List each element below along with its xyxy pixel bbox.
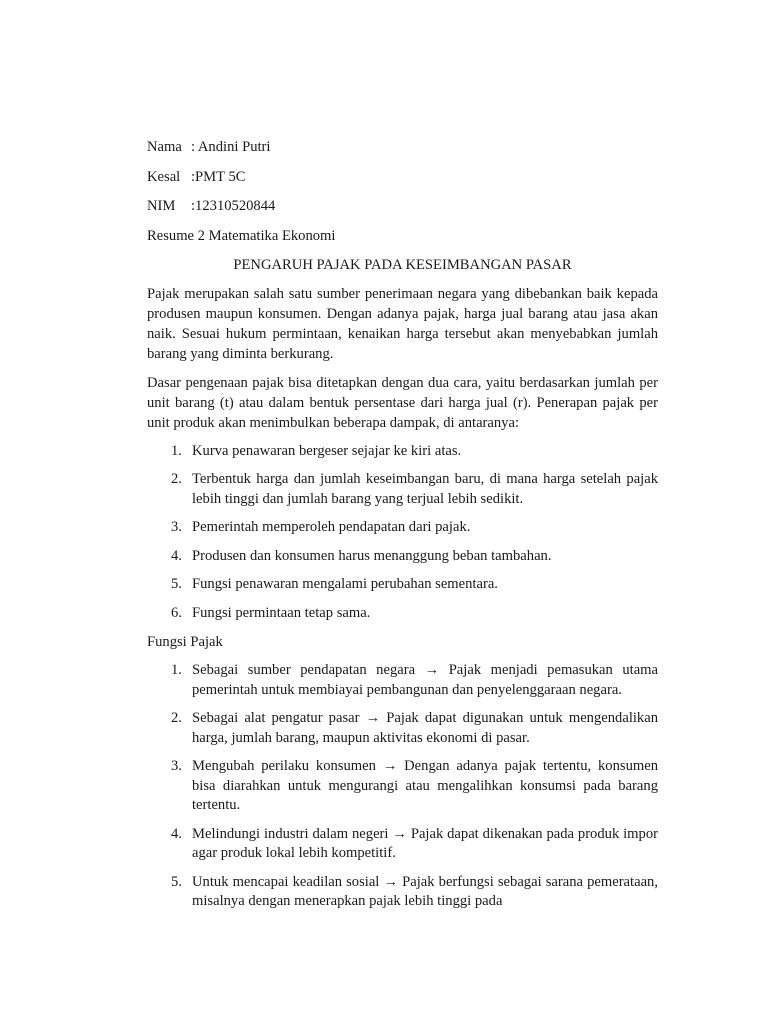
list-number: 5. xyxy=(171,576,182,592)
kesal-label: Kesal xyxy=(147,168,181,185)
nama-label: Nama xyxy=(147,139,182,155)
fungsi-pajak-heading: Fungsi Pajak xyxy=(147,634,223,650)
nim-row xyxy=(147,196,658,216)
list-item xyxy=(147,825,658,864)
list-item xyxy=(147,873,658,912)
nama-row xyxy=(147,137,658,157)
list-item xyxy=(147,575,658,595)
list-text: Sebagai alat pengatur pasar → Pajak dapat digunakan untuk mengendalikan harga, jumlah barang, maupun aktivitas ekonomi di pasar. xyxy=(192,710,658,746)
list-item xyxy=(147,661,658,700)
list-text: Kurva penawaran bergeser sejajar ke kiri atas. xyxy=(192,442,462,459)
document-subtitle: Resume 2 Matematika Ekonomi xyxy=(147,227,336,244)
list-text: Untuk mencapai keadilan sosial → Pajak berfungsi sebagai sarana pemerataan, misalnya dengan menerapkan pajak lebih tinggi pada xyxy=(192,873,658,909)
paragraph-dasar-pengenaan: Dasar pengenaan pajak bisa ditetapkan dengan dua cara, yaitu berdasarkan jumlah per unit barang (t) atau dalam bentuk persentase dari harga jual (r). Penerapan pajak per unit produk akan menimbulkan beberapa dampak, di antaranya: xyxy=(147,374,658,431)
dampak-list xyxy=(147,442,658,624)
list-text: Mengubah perilaku konsumen → Dengan adanya pajak tertentu, konsumen bisa diarahkan untuk mengurangi atau mengalihkan konsumsi pada barang tertentu. xyxy=(192,758,658,813)
list-text: Melindungi industri dalam negeri → Pajak dapat dikenakan pada produk impor agar produk lokal lebih kompetitif. xyxy=(192,825,658,861)
list-number: 1. xyxy=(171,662,182,678)
list-text: Fungsi permintaan tetap sama. xyxy=(192,604,371,621)
list-number: 5. xyxy=(171,873,182,890)
list-item xyxy=(147,442,658,462)
document-title: PENGARUH PAJAK PADA KESEIMBANGAN PASAR xyxy=(233,256,572,273)
nim-label: NIM xyxy=(147,198,176,214)
kesal-value: :PMT 5C xyxy=(191,168,246,185)
list-number: 2. xyxy=(171,471,182,487)
list-number: 2. xyxy=(171,710,182,726)
list-text: Sebagai sumber pendapatan negara → Pajak menjadi pemasukan utama pemerintah untuk membiayai pembangunan dan penyelenggaraan negara. xyxy=(192,662,658,698)
document-page xyxy=(147,137,658,921)
paragraph-intro: Pajak merupakan salah satu sumber penerimaan negara yang dibebankan baik kepada produsen maupun konsumen. Dengan adanya pajak, harga jual barang atau jasa akan naik. Sesuai hukum permintaan, kenaikan harga tersebut akan menyebabkan jumlah barang yang diminta berkurang. xyxy=(147,285,658,362)
kesal-row xyxy=(147,167,658,187)
nama-value: : Andini Putri xyxy=(191,139,271,155)
list-number: 4. xyxy=(171,825,182,842)
list-number: 4. xyxy=(171,547,182,564)
list-item xyxy=(147,470,658,509)
list-item xyxy=(147,604,658,624)
fungsi-list xyxy=(147,661,658,912)
list-text: Fungsi penawaran mengalami perubahan sementara. xyxy=(192,576,498,592)
list-text: Produsen dan konsumen harus menanggung beban tambahan. xyxy=(192,547,552,564)
list-item xyxy=(147,518,658,538)
list-number: 6. xyxy=(171,604,182,621)
list-number: 3. xyxy=(171,758,182,774)
list-item xyxy=(147,757,658,816)
list-text: Pemerintah memperoleh pendapatan dari pajak. xyxy=(192,519,471,535)
list-text: Terbentuk harga dan jumlah keseimbangan baru, di mana harga setelah pajak lebih tinggi dan jumlah barang yang terjual lebih sedikit. xyxy=(192,471,658,507)
list-number: 3. xyxy=(171,519,182,535)
nim-value: :12310520844 xyxy=(191,198,276,214)
list-number: 1. xyxy=(171,442,182,459)
list-item xyxy=(147,709,658,748)
list-item xyxy=(147,547,658,567)
